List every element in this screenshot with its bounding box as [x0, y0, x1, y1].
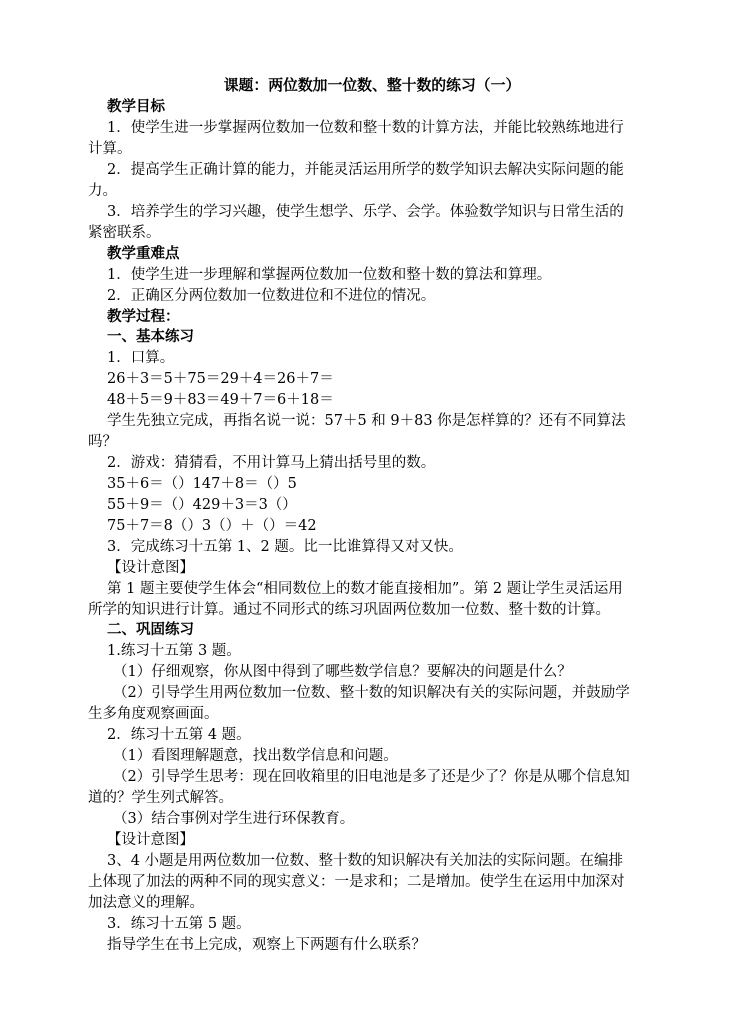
- section-heading-objectives: 教学目标: [107, 98, 165, 115]
- objective-2-line-2: 力。: [88, 183, 117, 199]
- q4-step-2-line-1: （2）引导学生思考：现在回收箱里的旧电池是多了还是少了？你是从哪个信息知: [113, 769, 630, 785]
- oral-calc-row-1: 26＋3＝5＋75＝29＋4＝26＋7＝: [107, 371, 334, 387]
- objective-3-line-1: 3．培养学生的学习兴趣，使学生想学、乐学、会学。体验数学知识与日常生活的: [107, 204, 624, 220]
- q4-step-3: （3）结合事例对学生进行环保教育。: [113, 811, 355, 827]
- section-heading-process: 教学过程：: [107, 308, 180, 325]
- design-intent-2-line-1: 3、4 小题是用两位数加一位数、整十数的知识解决有关加法的实际问题。在编排: [107, 853, 624, 869]
- design-intent-1-line-2: 所学的知识进行计算。通过不同形式的练习巩固两位数加一位数、整十数的计算。: [88, 602, 610, 618]
- objective-3-line-2: 紧密联系。: [88, 225, 161, 241]
- guess-row-1: 35＋6＝（）147＋8＝（）5: [107, 476, 297, 492]
- part-heading-consolidation: 二、巩固练习: [107, 621, 194, 638]
- lesson-title: 课题：两位数加一位数、整十数的练习（一）: [223, 77, 521, 94]
- oral-calc-row-2: 48＋5＝9＋83＝49＋7＝6＋18＝: [107, 392, 334, 408]
- item-guessing-game: 2．游戏：猜猜看，不用计算马上猜出括号里的数。: [107, 455, 436, 471]
- design-intent-heading-1: 【设计意图】: [107, 560, 194, 576]
- guess-row-3: 75＋7＝8（）3（）＋（）＝42: [107, 518, 317, 534]
- item-exercise-15-q5: 3．练习十五第 5 题。: [107, 916, 251, 932]
- part-heading-basic-practice: 一、基本练习: [107, 328, 194, 345]
- design-intent-heading-2: 【设计意图】: [107, 832, 194, 848]
- q4-step-2-line-2: 道的？学生列式解答。: [88, 790, 233, 806]
- q3-step-2-line-1: （2）引导学生用两位数加一位数、整十数的知识解决有关的实际问题，并鼓励学: [113, 685, 630, 701]
- item-exercise-15-q3: 1.练习十五第 3 题。: [107, 643, 241, 659]
- section-heading-key-points: 教学重难点: [107, 245, 180, 262]
- objective-2-line-1: 2．提高学生正确计算的能力，并能灵活运用所学的数学知识去解决实际问题的能: [107, 162, 624, 178]
- guess-row-2: 55＋9＝（）429＋3＝3（）: [107, 497, 297, 513]
- explain-line-1: 学生先独立完成，再指名说一说：57＋5 和 9＋83 你是怎样算的？还有不同算法: [107, 413, 626, 429]
- q4-step-1: （1）看图理解题意，找出数学信息和问题。: [113, 748, 398, 764]
- objective-1-line-1: 1．使学生进一步掌握两位数加一位数和整十数的计算方法，并能比较熟练地进行: [107, 120, 624, 136]
- key-point-1: 1．使学生进一步理解和掌握两位数加一位数和整十数的算法和算理。: [107, 267, 552, 283]
- item-oral-calculation: 1．口算。: [107, 350, 175, 366]
- explain-line-2: 吗？: [88, 434, 117, 450]
- q3-step-1: （1）仔细观察，你从图中得到了哪些数学信息？要解决的问题是什么？: [113, 664, 572, 680]
- q3-step-2-line-2: 生多角度观察画面。: [88, 706, 219, 722]
- objective-1-line-2: 计算。: [88, 141, 132, 157]
- item-exercise-15-q4: 2．练习十五第 4 题。: [107, 727, 251, 743]
- key-point-2: 2．正确区分两位数加一位数进位和不进位的情况。: [107, 288, 436, 304]
- item-exercise-15-q1-2: 3．完成练习十五第 1、2 题。比一比谁算得又对又快。: [107, 539, 463, 555]
- design-intent-2-line-2: 上体现了加法的两种不同的现实意义：一是求和；二是增加。使学生在运用中加深对: [88, 874, 625, 890]
- design-intent-1-line-1: 第 1 题主要使学生体会“相同数位上的数才能直接相加”。第 2 题让学生灵活运用: [107, 581, 623, 597]
- design-intent-2-line-3: 加法意义的理解。: [88, 895, 204, 911]
- q5-guidance: 指导学生在书上完成，观察上下两题有什么联系？: [107, 937, 426, 953]
